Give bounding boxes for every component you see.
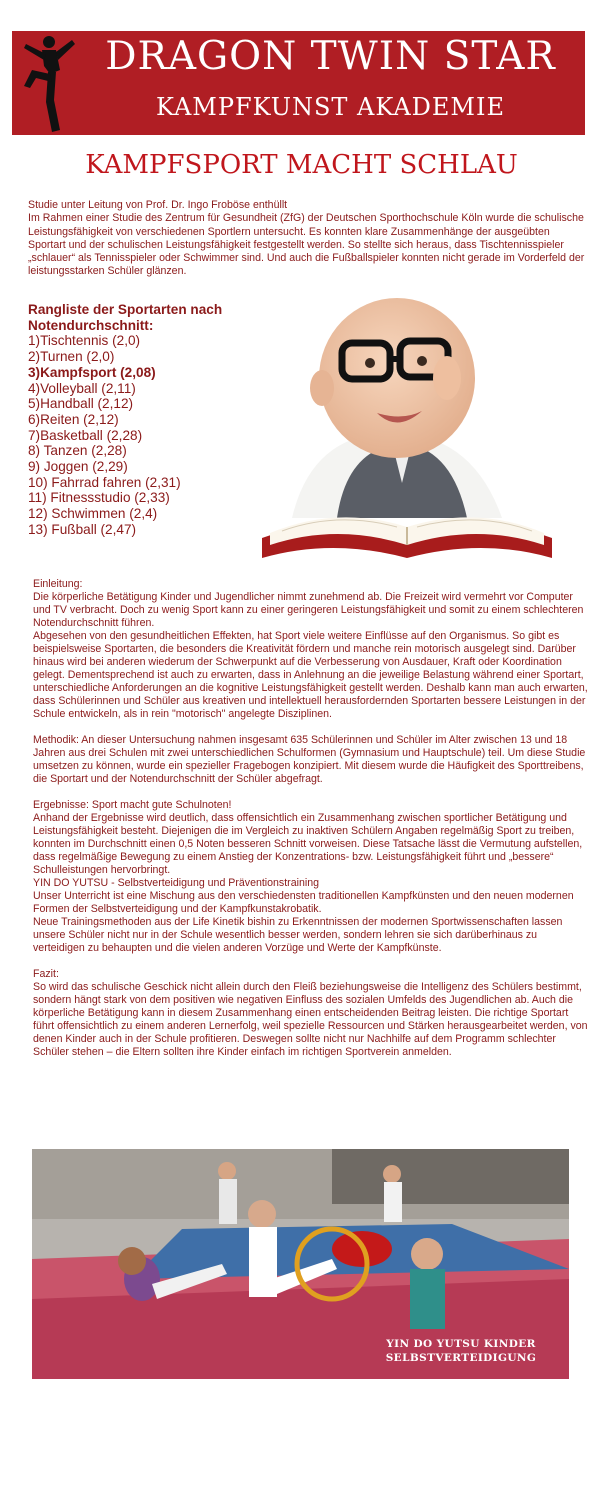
photo-caption-line2: SELBSTVERTEIDIGUNG bbox=[385, 1352, 537, 1364]
fazit-paragraph: So wird das schulische Geschick nicht allein durch den Fleiß beziehungsweise die Intelligenz des Schülers bestimmt, sondern hängt stark von dem positiven wie negativen Einfluss des sozialen Umfelds des Jugendlichen ab. Auch die körperliche Betätigung kann in diesem Zusammenhang einen entscheidenden Beitrag leisten. Die richtige Sportart führt offensichtlich zu einem anderen Lernerfolg, weil spezielle Ressourcen und Stärken herausgearbeitet werden, von denen Kinder auch in der Schule profitieren. Deswegen sollte nicht nur Nachhilfe auf dem Programm schlechter Schüler stehen – die Eltern sollten ihre Kinder einfach im richtigen Sportverein anmelden. bbox=[33, 981, 588, 1058]
article-headline: KAMPFSPORT MACHT SCHLAU bbox=[85, 150, 518, 180]
ranking-item: 10) Fahrrad fahren (2,31) bbox=[28, 474, 181, 490]
yindo-label: YIN DO YUTSU - Selbstverteidigung und Präventionstraining bbox=[33, 877, 319, 889]
fazit-label: Fazit: bbox=[33, 968, 59, 980]
kids-training-photo bbox=[32, 1149, 569, 1379]
einleitung-paragraph: Abgesehen von den gesundheitlichen Effekten, hat Sport viele weitere Einflüsse auf den Organismus. So gibt es beispielsweise Sportarten, die besonders die Kreativität fördern und manche rein motorisch ausgelegt sind. Darüber hinaus wird bei anderen wiederum der Schwerpunkt auf die Verbesserung von Ausdauer, Kraft oder Koordination gelegt. Dementsprechend ist auch zu erwarten, dass in Anlehnung an die jeweilige Belastung während einer Sportart, unterschiedliche Anforderungen an die kognitive Leistungsfähigkeit gestellt werden. Deshalb kann man auch erwarten, dass Schülerinnen und Schüler aus kreativen und intellektuell herausfordernden Sportarten bessere Leistungen in der Schule entwickeln, als in rein "motorisch" angelegte Disziplinen. bbox=[33, 630, 588, 720]
ranking-item: 1)Tischtennis (2,0) bbox=[28, 333, 141, 349]
page-subtitle: KAMPFKUNST AKADEMIE bbox=[156, 93, 505, 121]
ranking-item: 7)Basketball (2,28) bbox=[28, 427, 143, 443]
sports-ranking bbox=[28, 302, 268, 538]
ranking-item: 4)Volleyball (2,11) bbox=[28, 380, 136, 396]
ranking-item-highlight: 3)Kampfsport (2,08) bbox=[28, 364, 156, 380]
ranking-item: 8) Tanzen (2,28) bbox=[28, 443, 127, 459]
ranking-item: 2)Turnen (2,0) bbox=[28, 349, 115, 365]
martial-artist-kick-icon bbox=[20, 30, 80, 134]
ranking-item: 9) Joggen (2,29) bbox=[28, 459, 128, 475]
yindo-paragraph: Neue Trainingsmethoden aus der Life Kinetik bishin zu Erkenntnissen der modernen Sportwissenschaften lassen unsere Schüler nicht nur in der Schule wesentlich besser werden, sondern lehren sie sich darüberhinaus zu verteidigen zu behaupten und die vielen anderen Vorzüge und Werte der Kampfkünste. bbox=[33, 916, 563, 954]
intro-text: Im Rahmen einer Studie des Zentrum für Gesundheit (ZfG) der Deutschen Sporthochschule Köln wurde die schulische Leistungsfähigkeit von verschiedenen Sportlern untersucht. Es konnten klare Zusammenhänge der ausgeübten Sportart und der schulischen Leistungsfähigkeit festgestellt werden. So stellte sich heraus, dass Tischtennisspieler „schlauer“ als Tennisspieler oder Schwimmer sind. Und auch die Fußballspieler konnten nicht gerade im Vorderfeld der leistungsstarken Schüler glänzen. bbox=[28, 212, 585, 278]
baby-reading-book-image bbox=[252, 283, 562, 573]
yindo-paragraph: Unser Unterricht ist eine Mischung aus den verschiedensten traditionellen Kampfkünsten und den neuen modernen Formen der Selbstverteidigung und der Kampfkunstakrobatik. bbox=[33, 890, 574, 915]
einleitung-label: Einleitung: bbox=[33, 578, 83, 590]
methodik-paragraph: Methodik: An dieser Untersuchung nahmen insgesamt 635 Schülerinnen und Schüler im Alter zwischen 13 und 18 Jahren aus drei Schulen mit zwei unterschiedlichen Schulformen (Gymnasium und Hauptschule) teil. Um diese Studie umsetzen zu können, wurde ein spezieller Fragebogen konzipiert. Mit diesem wurde die Häufigkeit des Sporttreibens, die Sportart und der Notendurchschnitt der Schüler abgefragt. bbox=[33, 734, 586, 785]
intro-section bbox=[28, 199, 588, 279]
ranking-item: 6)Reiten (2,12) bbox=[28, 411, 119, 427]
photo-caption-line1: YIN DO YUTSU KINDER bbox=[386, 1338, 536, 1350]
intro-lead: Studie unter Leitung von Prof. Dr. Ingo Froböse enthüllt bbox=[28, 199, 288, 211]
ranking-item: 13) Fußball (2,47) bbox=[28, 521, 137, 537]
ergebnisse-paragraph: Anhand der Ergebnisse wird deutlich, dass offensichtlich ein Zusammenhang zwischen sportlicher Betätigung und Leistungsfähigkeit besteht. Diejenigen die im Vergleich zu inaktiven Schülern Angaben regelmäßig Sport zu treiben, konnten im Durchschnitt einen 0,5 Noten besseren Schnitt vorweisen. Diese Tatsache lässt die Vermutung aufstellen, dass regelmäßige Bewegung zu einem Anstieg der Konzentrations- bzw. Leistungsfähigkeit führt und „bessere“ Schulleistungen hervorbringt. bbox=[33, 812, 583, 876]
ranking-title: Rangliste der Sportarten nach Notendurchschnitt: bbox=[28, 302, 223, 333]
ranking-item: 11) Fitnessstudio (2,33) bbox=[28, 490, 170, 506]
einleitung-paragraph: Die körperliche Betätigung Kinder und Jugendlicher nimmt zunehmend ab. Die Freizeit wird vermehrt vor Computer und TV verbracht. Doch zu wenig Sport kann zu einer geringeren Leistungsfähigkeit und somit zu einem schlechteren Notendurchschnitt führen. bbox=[33, 591, 584, 629]
ranking-item: 12) Schwimmen (2,4) bbox=[28, 506, 158, 522]
page-title: DRAGON TWIN STAR bbox=[105, 34, 556, 79]
article-body bbox=[33, 578, 588, 1059]
ergebnisse-label: Ergebnisse: Sport macht gute Schulnoten! bbox=[33, 799, 232, 811]
ranking-item: 5)Handball (2,12) bbox=[28, 396, 134, 412]
